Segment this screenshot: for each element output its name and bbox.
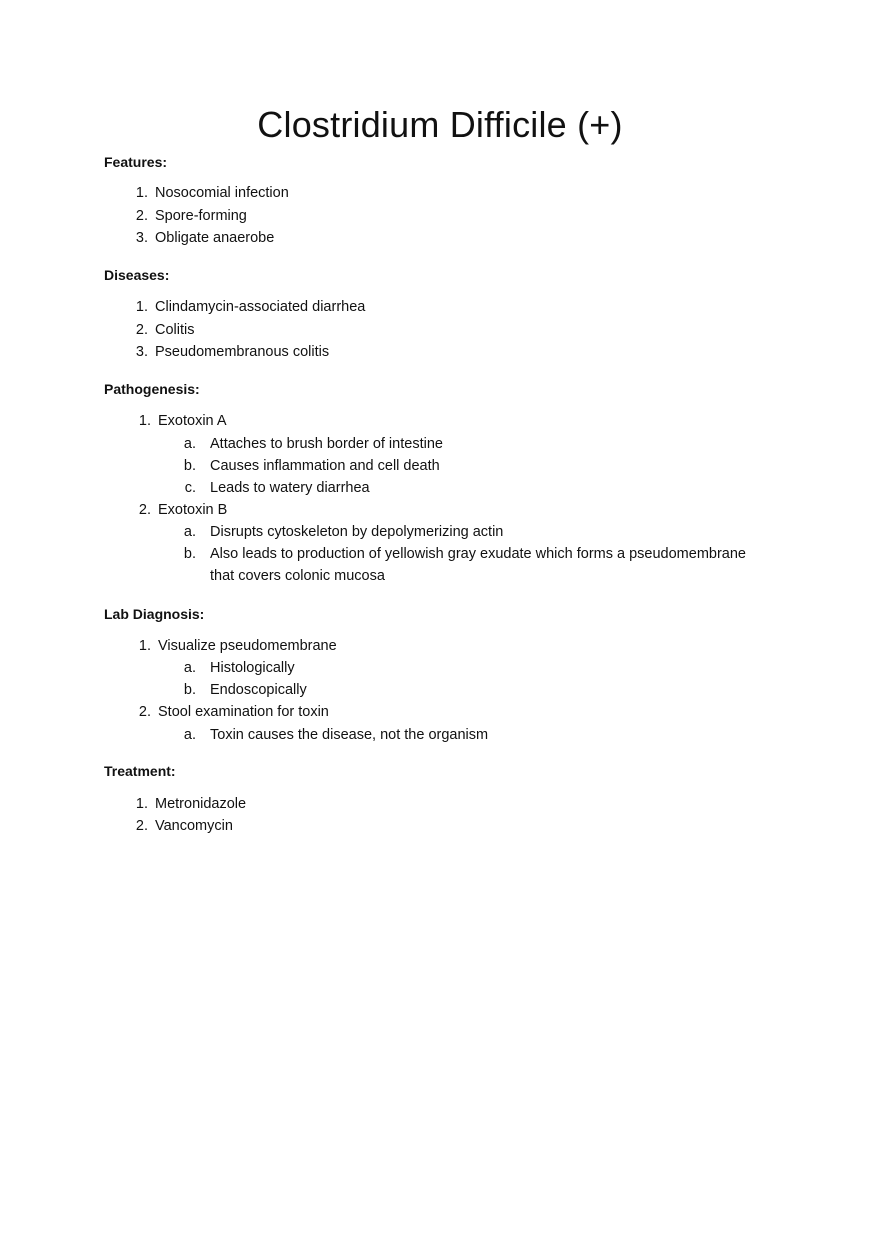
list-item-text: Nosocomial infection bbox=[155, 185, 289, 201]
list-marker: a. bbox=[183, 524, 196, 540]
list-item-text: Clindamycin-associated diarrhea bbox=[155, 299, 366, 315]
list-item-text: Visualize pseudomembrane bbox=[158, 638, 337, 654]
list-marker: a. bbox=[183, 727, 196, 743]
list-marker: 2. bbox=[135, 818, 148, 834]
list-item-text: Endoscopically bbox=[210, 682, 307, 698]
list-item-text: that covers colonic mucosa bbox=[210, 568, 385, 584]
list-item-text: Leads to watery diarrhea bbox=[210, 480, 370, 496]
list-marker: 2. bbox=[135, 208, 148, 224]
page-title: Clostridium Difficile (+) bbox=[257, 104, 623, 145]
list-item-text: Obligate anaerobe bbox=[155, 230, 275, 246]
list-marker: 2. bbox=[138, 502, 151, 518]
list-item-text: Toxin causes the disease, not the organism bbox=[210, 727, 489, 743]
list-marker: 3. bbox=[135, 230, 148, 246]
list-marker: 1. bbox=[135, 185, 148, 201]
list-item-text: Pseudomembranous colitis bbox=[155, 344, 330, 360]
list-item-text: Vancomycin bbox=[155, 818, 233, 834]
list-marker: b. bbox=[183, 546, 196, 562]
list-item-text: Histologically bbox=[210, 660, 295, 676]
list-marker: 1. bbox=[138, 638, 151, 654]
features-heading: Features: bbox=[104, 154, 168, 170]
list-marker: c. bbox=[184, 480, 196, 496]
list-marker: 2. bbox=[135, 322, 148, 338]
list-marker: 2. bbox=[138, 704, 151, 720]
list-item-text: Spore-forming bbox=[155, 208, 247, 224]
list-item-text: Disrupts cytoskeleton by depolymerizing actin bbox=[210, 524, 504, 540]
list-marker: 1. bbox=[135, 299, 148, 315]
list-marker: 1. bbox=[138, 413, 151, 429]
list-item-text: Colitis bbox=[155, 322, 195, 338]
diseases-heading: Diseases: bbox=[104, 267, 170, 283]
list-item-text: Exotoxin B bbox=[158, 502, 228, 518]
list-marker: b. bbox=[183, 458, 196, 474]
list-item-text: Exotoxin A bbox=[158, 413, 227, 429]
list-item-text: Causes inflammation and cell death bbox=[210, 458, 440, 474]
list-marker: a. bbox=[183, 436, 196, 452]
list-item-text: Stool examination for toxin bbox=[158, 704, 329, 720]
list-marker: 1. bbox=[135, 796, 148, 812]
pathogenesis-heading: Pathogenesis: bbox=[104, 381, 200, 397]
list-marker: 3. bbox=[135, 344, 148, 360]
list-marker: a. bbox=[183, 660, 196, 676]
list-marker: b. bbox=[183, 682, 196, 698]
lab-diagnosis-heading: Lab Diagnosis: bbox=[104, 606, 205, 622]
list-item-text: Attaches to brush border of intestine bbox=[210, 436, 443, 452]
treatment-heading: Treatment: bbox=[104, 763, 176, 779]
list-item-text: Also leads to production of yellowish gray exudate which forms a pseudomembrane bbox=[210, 546, 746, 562]
list-item-text: Metronidazole bbox=[155, 796, 247, 812]
